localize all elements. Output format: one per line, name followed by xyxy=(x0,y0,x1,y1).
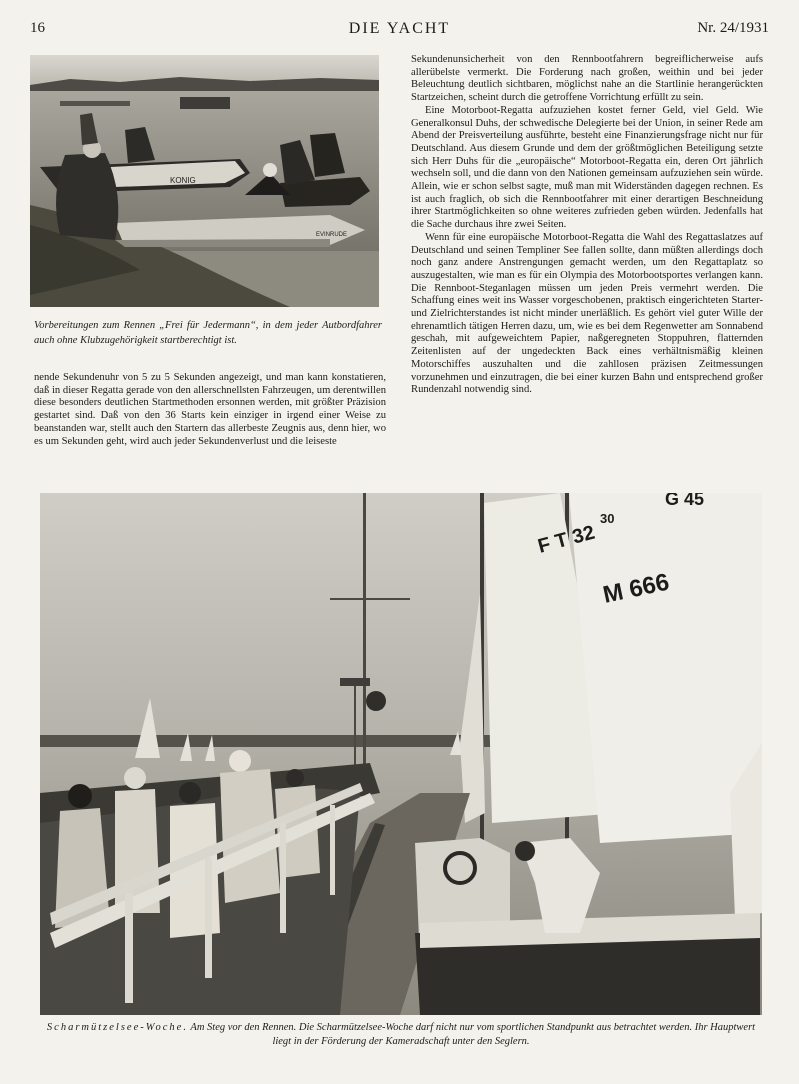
sail-number-30: 30 xyxy=(600,511,615,526)
caption-text: Am Steg vor den Rennen. Die Scharmützelsee-Woche darf nicht nur vom sportlichen Standpunkt aus betrachtet werden. Ihr Hauptwert liegt in der Förderung der Kameradschaft unter den Seglern. xyxy=(190,1022,756,1047)
article-left-column xyxy=(34,372,386,448)
sail-number-g45: G 45 xyxy=(665,493,705,509)
paragraph: Sekundenunsicherheit von den Rennbootfahrern begreiflicherweise aufs allerübelste vermerkt. Die Forderung nach großen, weithin und bei jeder Beleuchtung deutlich sichtbaren, möglichst nahe an die Startlinie herangerückten Startzeichen, scheint durch die getroffene Vorrichtung erfüllt zu sein. xyxy=(411,54,763,104)
sail-number-m666: M 666 xyxy=(600,568,672,609)
photo-outboard-boats xyxy=(30,55,379,307)
boat-label-evinrude: EVINRUDE xyxy=(316,232,348,238)
page-number: 16 xyxy=(30,20,45,36)
paragraph: Wenn für eine europäische Motorboot-Regatta die Wahl des Regattaslatzes auf Deutschland und seinen Templiner See fallen sollte, dann müßten allerdings doch noch ganz andere Anstrengungen gemacht werden, um den Regattaplatz so auszugestalten, wie man es für ein Olympia des Motorbootsportes verlangen kann. Die Rennboot-Steganlagen müssen um jeden Preis vermehrt werden. Die Schaffung eines weit ins Wasser vorgeschobenen, praktisch eingerichteten Starter- und Zielrichterstandes ist nicht minder unerläßlich. Es gehört viel guter Wille der ehrenamtlich tätigen Herren dazu, um, wie es bei dem Regenwetter am Sonnabend geschah, mit aufgeweichtem Papier, naßgeregneten Stoppuhren, flatternden Zeitenlisten auf der ungedeckten Back eines verhältnismäßig kleinen Motorschiffes auszuhalten und die zahllosen präzisen Zeitmessungen vorzunehmen und einzutragen, die bei einer kurzen Bahn und entsprechend großer Rundenzahl notwendig sind. xyxy=(411,231,763,396)
photo-caption-top: Vorbereitungen zum Rennen „Frei für Jedermann“, in dem jeder Autbordfahrer auch ohne Klubzugehörigkeit startberechtigt ist. xyxy=(34,320,382,346)
masthead-title: DIE YACHT xyxy=(348,20,451,37)
boat-label-konig: KONIG xyxy=(170,176,196,185)
article-right-column xyxy=(411,54,763,397)
issue-number: Nr. 24/1931 xyxy=(697,20,769,36)
page-header xyxy=(30,20,769,42)
photo-caption-bottom xyxy=(40,1021,762,1049)
paragraph: nende Sekundenuhr von 5 zu 5 Sekunden angezeigt, und man kann konstatieren, daß in dieser Regatta gerade von den allerschnellsten Fahrzeugen, um derentwillen diese besonders deutlichen Startmethoden ersonnen werden, mit größter Präzision gestartet sind. Daß von den 36 Starts kein einziger in irgend einer Weise zu beanstanden war, stellt auch den Startern das allerbeste Zeugnis aus, denn hier, wo es um Sekunden geht, wird auch jeder Sekundenverlust und die leiseste xyxy=(34,372,386,447)
paragraph: Eine Motorboot-Regatta aufzuziehen kostet ferner Geld, viel Geld. Wie Generalkonsul Duhs, der schwedische Delegierte bei der Union, in seiner Rede am Abend der Preisverteilung ausführte, besteht eine Finanzierungsfrage nicht nur für Deutschland. Aus diesem Grunde und dem der größtmöglichen Beteiligung setzte sich Herr Duhs für die „europäische“ Motorboot-Regatta ein, deren Ort jährlich wechseln soll, und die dann von den Nationen gemeinsam aufzuziehen sein würde. Allein, wie er schon selbst sagte, muß man mit Widerständen dagegen rechnen. Es ist auch fraglich, ob sich die Rennbootfahrer mit einer derartigen Beschneidung ihrer Startmöglichkeiten so ohne weiteres zufrieden geben würden. Jedenfalls hat die Sache durchaus ihre zwei Seiten. xyxy=(411,104,763,231)
photo-jetty-sailboats xyxy=(40,493,762,1015)
sail-number-ft32: F T 32 xyxy=(535,521,598,558)
caption-lead: Scharmützelsee-Woche. xyxy=(46,1022,188,1033)
